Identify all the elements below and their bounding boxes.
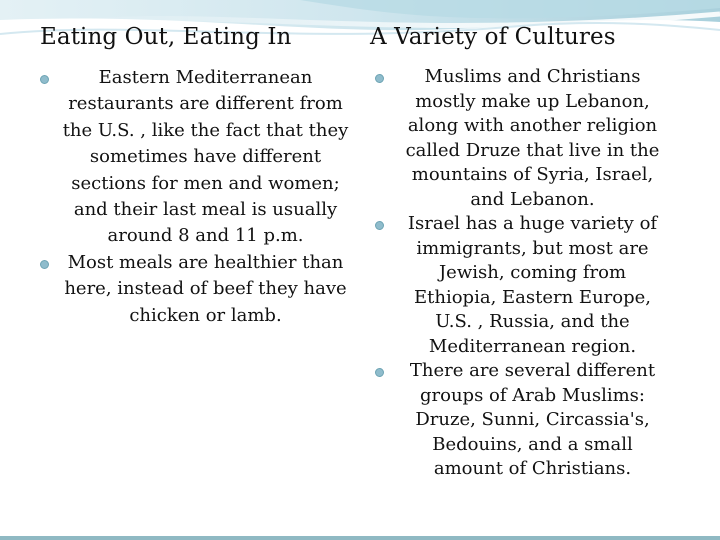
bullet-text: Most meals are healthier than here, instead of beef they have chicken or lamb. bbox=[64, 251, 347, 326]
bullet-item bbox=[40, 250, 350, 329]
bullet-icon bbox=[40, 260, 49, 269]
left-column-title: Eating Out, Eating In bbox=[40, 24, 292, 50]
bullet-icon bbox=[375, 74, 384, 83]
left-column bbox=[40, 65, 350, 329]
bullet-list-left bbox=[40, 65, 350, 329]
bullet-item bbox=[40, 65, 350, 250]
bullet-icon bbox=[40, 75, 49, 84]
bullet-icon bbox=[375, 368, 384, 377]
right-column-title: A Variety of Cultures bbox=[370, 24, 616, 50]
bullet-item bbox=[370, 212, 670, 359]
bullet-text: Eastern Mediterranean restaurants are different from the U.S. , like the fact that they sometimes have different sections for men and women; and their last meal is usually around 8 and 11 p.m. bbox=[62, 67, 349, 247]
bullet-text: Israel has a huge variety of immigrants, but most are Jewish, coming from Ethiopia, Eastern Europe, U.S. , Russia, and the Mediterranean region. bbox=[407, 213, 658, 357]
bottom-accent-line bbox=[0, 536, 720, 540]
bullet-text: Muslims and Christians mostly make up Lebanon, along with another religion called Druze that live in the mountains of Syria, Israel, and Lebanon. bbox=[405, 66, 660, 210]
bullet-icon bbox=[375, 221, 384, 230]
bullet-text: There are several different groups of Arab Muslims: Druze, Sunni, Circassia's, Bedouins, and a small amount of Christians. bbox=[409, 360, 656, 479]
bullet-item bbox=[370, 359, 670, 482]
bullet-list-right bbox=[370, 65, 670, 482]
bullet-item bbox=[370, 65, 670, 212]
right-column bbox=[370, 65, 670, 482]
